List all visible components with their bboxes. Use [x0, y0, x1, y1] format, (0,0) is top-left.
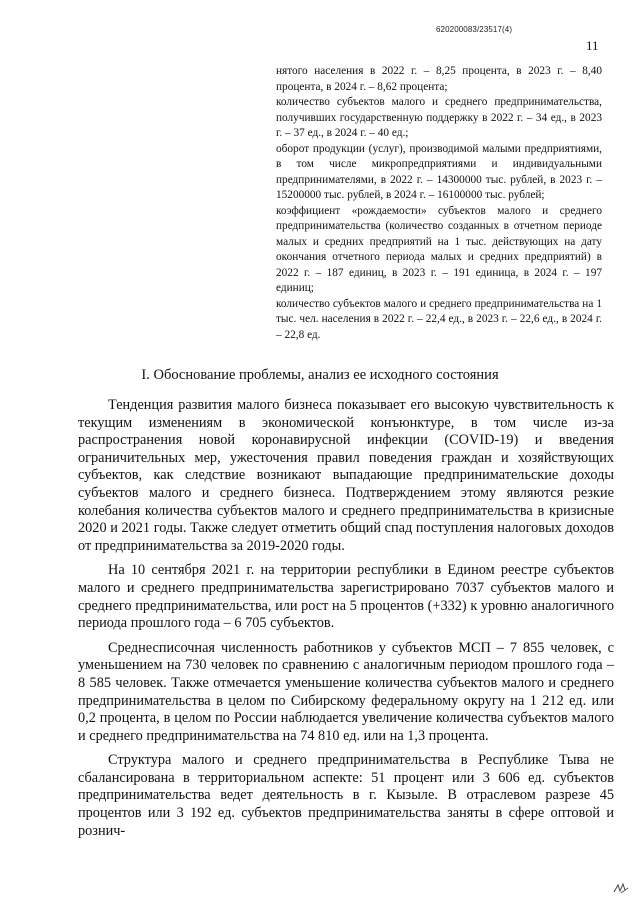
body-paragraph: Структура малого и среднего предпринимательства в Республике Тыва не сбалансирована в территориальном аспекте: 51 процент или 3 606 ед. субъектов предпринимательства ведет деятельность в г. Кызыле. В отраслевом разрезе 45 процентов или 3 192 ед. субъектов предпринимательства заняты в сфере оптовой и рознич-	[78, 752, 614, 839]
indicator-item: коэффициент «рождаемости» субъектов малого и среднего предпринимательства (количество созданных в отчетном периоде малых и средних предприятий на 1 тыс. действующих на дату окончания отчетного периода малых и средних предприятий) в 2022 г. – 187 единиц, в 2023 г. – 191 единица, в 2024 г. – 197 единиц;	[276, 204, 602, 294]
body-paragraph: Среднесписочная численность работников у субъектов МСП – 7 855 человек, с уменьшением на 730 человек по сравнению с аналогичным периодом прошлого года – 8 585 человек. Также отмечается уменьшение количества субъектов малого и среднего предпринимательства в целом по Сибирскому федеральному округу на 1 212 ед. или 0,2 процента, в целом по России наблюдается увеличение количества субъектов малого и среднего предпринимательства на 74 810 ед. или на 1,3 процента.	[78, 639, 614, 744]
indicator-item: количество субъектов малого и среднего предпринимательства на 1 тыс. чел. населения в 2022 г. – 22,4 ед., в 2023 г. – 22,6 ед., в 2024 г. – 22,8 ед.	[276, 297, 602, 341]
initials-mark-icon	[612, 881, 630, 895]
document-id: 620200083/23517(4)	[436, 25, 513, 34]
body-paragraph: На 10 сентября 2021 г. на территории республики в Едином реестре субъектов малого и среднего предпринимательства зарегистрировано 7037 субъектов малого и среднего предпринимательства, или рост на 5 процентов (+332) к уровню аналогичного периода прошлого года – 6 705 субъектов.	[78, 562, 614, 632]
section-heading: I. Обоснование проблемы, анализ ее исходного состояния	[141, 367, 499, 383]
indicator-item: количество субъектов малого и среднего предпринимательства, получивших государственную поддержку в 2022 г. – 34 ед., в 2023 г. – 37 ед., в 2024 г. – 40 ед.;	[276, 96, 602, 139]
body-paragraph: Тенденция развития малого бизнеса показывает его высокую чувствительность к текущим изменениям в экономической конъюнктуре, в том числе из-за распространения новой коронавирусной инфекции (COVID-19) и введения ограничительных мер, ужесточения правил поведения граждан и хозяйствующих субъектов, как следствие возникают выпадающие предпринимательские доходы субъектов малого и среднего бизнеса. Подтверждением этому являются резкие колебания количества субъектов малого и среднего предпринимательства в кризисные 2020 и 2021 годы. Также следует отметить общий спад поступления налоговых доходов от предпринимательства за 2019-2020 годы.	[78, 397, 614, 554]
page-number: 11	[586, 38, 599, 53]
indicator-item: оборот продукции (услуг), производимой малыми предприятиями, в том числе микропредприятиями и индивидуальными предпринимателями, в 2022 г. – 14300000 тыс. рублей, в 2023 г. – 15200000 тыс. рублей, в 2024 г. – 16100000 тыс. рублей;	[276, 142, 602, 201]
section-body	[78, 397, 614, 847]
indicator-item: нятого населения в 2022 г. – 8,25 процента, в 2023 г. – 8,40 процента, в 2024 г. – 8,62 процента;	[276, 65, 602, 93]
target-indicators-block	[276, 64, 602, 343]
